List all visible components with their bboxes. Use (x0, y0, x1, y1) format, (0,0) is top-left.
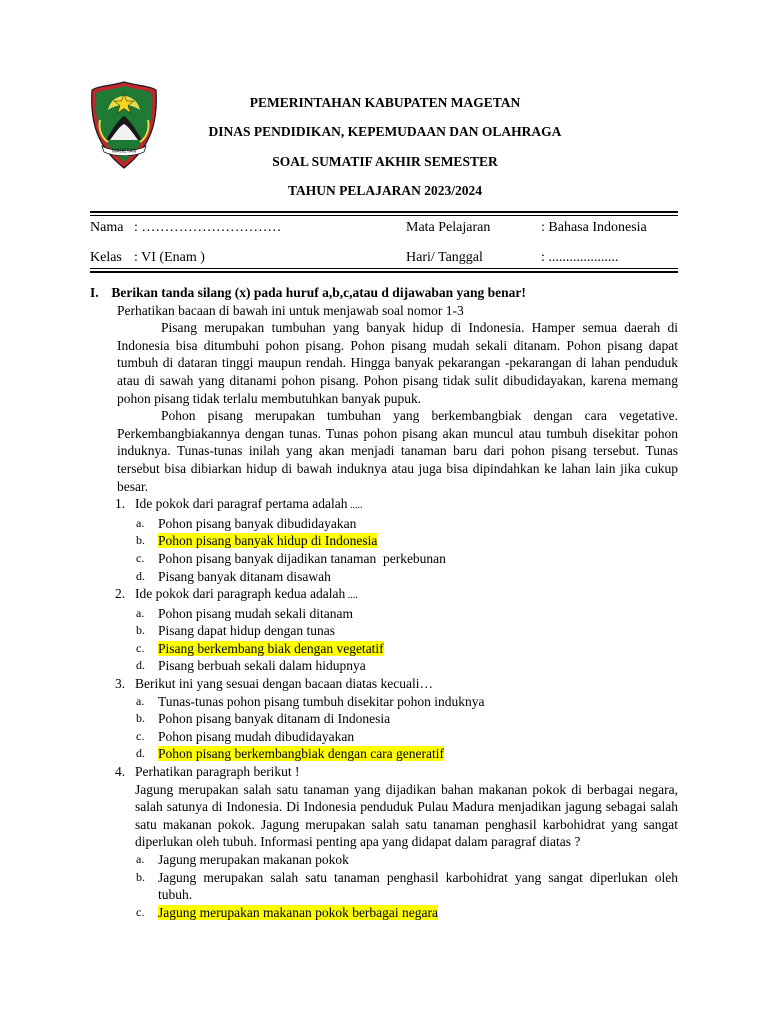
question-1 (90, 495, 678, 515)
option-3a[interactable] (90, 693, 678, 711)
option-text: Pohon pisang mudah sekali ditanam (158, 605, 353, 621)
kelas-label: Kelas (90, 250, 122, 265)
reading-paragraph-1: Pisang merupakan tumbuhan yang banyak hidup di Indonesia. Hamper semua daerah di Indonesia bisa ditumbuhi pohon pisang. Pohon pisang mudah sekali ditanam. Pohon pisang dapat tumbuh di dataran tinggi maupun rendah. Hingga banyak pekarangan -pekarangan di lahan penduduk atau di sawah yang ditanami pohon pisang. Pohon pisang tidak sulit dibudidayakan, karena memang pohon pisang tidak terlalu membutuhkan banyak pupuk. (117, 320, 678, 406)
option-letter: b. (136, 711, 145, 726)
option-letter: c. (136, 640, 145, 655)
top-rule-thick (90, 211, 678, 213)
header-line-department: DINAS PENDIDIKAN, KEPEMUDAAN DAN OLAHRAGA (208, 124, 562, 139)
option-4a[interactable] (90, 851, 678, 869)
question-2 (90, 585, 678, 605)
option-text: Pisang berbuah sekali dalam hidupnya (158, 658, 366, 674)
option-2c[interactable] (90, 640, 678, 658)
section-title (90, 284, 678, 302)
mapel-label: Mata Pelajaran (406, 220, 491, 235)
option-text: Jagung merupakan salah satu tanaman penghasil karbohidrat yang sangat diperlukan oleh tubuh. (158, 869, 678, 903)
kelas-value: : VI (Enam ) (134, 250, 205, 265)
option-letter: d. (136, 568, 145, 583)
section-number: I. (90, 285, 99, 300)
question-number: 1. (115, 496, 126, 512)
section-instruction: Berikan tanda silang (x) pada huruf a,b,c,atau d dijawaban yang benar! (111, 285, 526, 300)
option-text-highlighted: Jagung merupakan makanan pokok berbagai negara (158, 904, 439, 920)
header-line-school-year: TAHUN PELAJARAN 2023/2024 (287, 183, 482, 198)
option-letter: d. (136, 746, 145, 761)
option-letter: b. (136, 533, 145, 548)
option-text: Pisang banyak ditanam disawah (158, 568, 331, 584)
question-text: Ide pokok dari paragraf pertama adalah (135, 496, 348, 512)
option-3c[interactable] (90, 728, 678, 746)
question-text: Berikut ini yang sesuai dengan bacaan diatas kecuali… (135, 676, 434, 692)
question-4-passage: Jagung merupakan salah satu tanaman yang dijadikan bahan makanan pokok di berbagai negara, salah satunya di Indonesia. Di Indonesia penduduk Pulau Madura menjadikan jagung sebagai salah satu makanan pokok. Jagung merupakan salah satu tanaman penghasil karbohidrat yang sangat diperlukan oleh tubuh. Informasi penting apa yang didapat dalam paragraf diatas ? (135, 781, 678, 850)
option-4b[interactable] (90, 869, 678, 904)
option-text: Tunas-tunas pohon pisang tumbuh disekitar pohon induknya (158, 693, 485, 709)
option-letter: a. (136, 693, 145, 708)
option-3b[interactable] (90, 710, 678, 728)
option-2a[interactable] (90, 605, 678, 623)
option-text-highlighted: Pohon pisang berkembangbiak dengan cara generatif (158, 746, 445, 762)
option-letter: a. (136, 852, 145, 866)
header-line-exam-title: SOAL SUMATIF AKHIR SEMESTER (272, 154, 498, 169)
bottom-rule-thick (90, 271, 678, 273)
question-4 (90, 763, 678, 781)
option-3d[interactable] (90, 745, 678, 763)
question-number: 4. (115, 764, 126, 780)
option-4c[interactable] (90, 904, 678, 922)
question-dots: .... (345, 590, 358, 602)
hari-label: Hari/ Tanggal (406, 250, 483, 265)
option-text: Jagung merupakan makanan pokok (158, 852, 349, 867)
hari-value: : .................... (541, 250, 619, 265)
option-letter: b. (136, 623, 145, 638)
option-text: Pohon pisang banyak ditanam di Indonesia (158, 711, 391, 727)
option-text-highlighted: Pohon pisang banyak hidup di Indonesia (158, 533, 378, 549)
bottom-rule-thin (90, 268, 678, 269)
option-letter: c. (136, 728, 145, 743)
question-number: 3. (115, 676, 126, 692)
question-text: Ide pokok dari paragraph kedua adalah (135, 586, 346, 602)
header-line-government: PEMERINTAHAN KABUPATEN MAGETAN (249, 95, 521, 110)
option-text: Pohon pisang banyak dibudidayakan (158, 515, 357, 531)
reading-intro: Perhatikan bacaan di bawah ini untuk menjawab soal nomor 1-3 (117, 302, 464, 318)
option-letter: c. (136, 904, 145, 919)
magetan-emblem-logo (88, 80, 160, 172)
question-text: Perhatikan paragraph berikut ! (135, 764, 300, 780)
option-2d[interactable] (90, 657, 678, 675)
question-number: 2. (115, 586, 126, 602)
option-2b[interactable] (90, 622, 678, 640)
option-letter: d. (136, 658, 145, 673)
option-1b[interactable] (90, 532, 678, 550)
option-letter: c. (136, 550, 145, 565)
top-rule-thin (90, 215, 678, 216)
question-3 (90, 675, 678, 693)
option-1c[interactable] (90, 550, 678, 568)
nama-label: Nama (90, 220, 124, 235)
nama-value: : ………………………… (134, 220, 282, 235)
exam-content (90, 284, 678, 921)
question-dots: ..... (347, 500, 363, 512)
option-1a[interactable] (90, 515, 678, 533)
mapel-value: : Bahasa Indonesia (541, 220, 647, 235)
logo-banner-text: MAGETAN (111, 148, 137, 155)
reading-paragraph-2: Pohon pisang merupakan tumbuhan yang berkembangbiak dengan cara vegetative. Perkembangbiakannya dengan tunas. Tunas pohon pisang akan muncul atau tumbuh disekitar pohon induknya. Tunas-tunas inilah yang akan menjadi tanaman baru dari pohon pisang tersebut. Tunas tersebut bisa dibiarkan hidup di bawah induknya atau juga bisa dipindahkan ke lahan lain jika cukup besar. (117, 408, 678, 494)
option-text: Pohon pisang mudah dibudidayakan (158, 728, 355, 744)
option-letter: a. (136, 605, 145, 620)
option-text-highlighted: Pisang berkembang biak dengan vegetatif (158, 640, 384, 656)
option-text: Pohon pisang banyak dijadikan tanaman perkebunan (158, 550, 446, 566)
option-1d[interactable] (90, 568, 678, 586)
option-text: Pisang dapat hidup dengan tunas (158, 623, 335, 639)
option-letter: a. (136, 515, 145, 530)
option-letter: b. (136, 869, 145, 884)
